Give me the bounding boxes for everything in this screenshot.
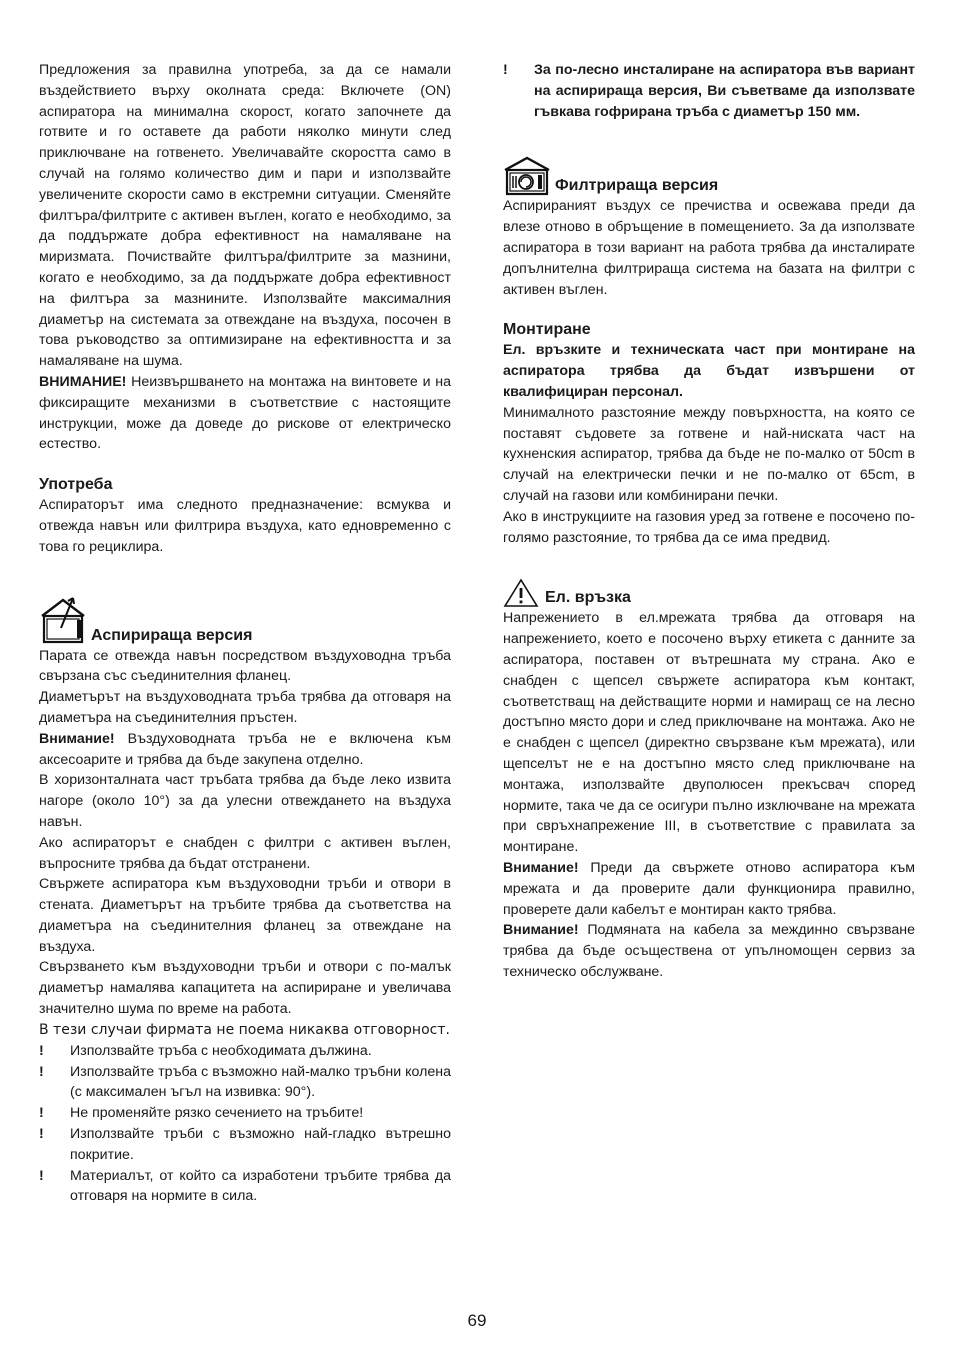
house-duct-icon xyxy=(39,592,87,646)
electrical-paragraph: Напрежението в ел.мрежата трябва да отговаря на напрежението, което е посочено върху етикета с данните за аспиратора, поставен от вътрешната му страна. Ако е снабден с щепсел свържете аспиратора към контакт, съответстващ на действащите норми и намиращ се на лесно достъпно място дори и след приключване на монтажа. Ако не е снабден с щепсел (директно свързване към мрежата), или щепселът не е на достъпно място след приключване на монтажа, използвайте двуполюсен прекъсвач според нормите, така че да се осигури пълно изключване на мрежата при свръхнапрежение III, в съответствие с правилата за монтиране. xyxy=(503,610,915,856)
usage-paragraph: Аспираторът има следното предназначение: всмуква и отвежда навън или филтрира въздуха, като едновременно с това го рециклира. xyxy=(39,497,451,555)
bullet-text: Не променяйте рязко сечението на тръбите! xyxy=(70,1105,364,1122)
warning-label: ВНИМАНИЕ! xyxy=(39,373,127,390)
bullet-mark: ! xyxy=(39,1105,44,1122)
mounting-heading: Монтиране xyxy=(503,321,591,339)
electrical-heading-row xyxy=(503,578,915,608)
aspirating-paragraph-1: Парата се отвежда навън посредством въздуховодна тръба свързана със съединителния фланец. xyxy=(39,647,451,685)
responsibility-notice: В тези случаи фирмата не поема никаква отговорност. xyxy=(39,1021,450,1038)
electrical-warning-1-label: Внимание! xyxy=(503,859,579,876)
usage-heading: Употреба xyxy=(39,476,113,494)
mounting-bold-paragraph: Ел. връзките и техническата част при монтиране на аспиратора трябва да бъдат извършени от квалифициран персонал. xyxy=(503,342,915,400)
filtering-heading-row xyxy=(503,156,915,196)
list-item xyxy=(39,1103,451,1124)
warning-text: Неизвършването на монтажа на винтовете и на фиксиращите механизми в съответствие с настоящите инструкции, може да доведе до рискове от електрическо естество. xyxy=(39,373,451,453)
electrical-warning-2-text: Подмяната на кабела за междинно свързване трябва да бъде осъществена от упълномощен сервиз за техническо обслужване. xyxy=(503,922,915,980)
mounting-paragraph-2: Ако в инструкциите на газовия уред за готвене е посочено по-голямо разстояние, то трябва да се има предвид. xyxy=(503,508,915,546)
tip-item xyxy=(503,60,915,122)
bullet-mark: ! xyxy=(39,1063,44,1080)
bullet-text: Използвайте тръба с необходимата дължина. xyxy=(70,1042,372,1059)
list-item xyxy=(39,1124,451,1166)
electrical-heading: Ел. връзка xyxy=(545,589,631,607)
warning-triangle-icon xyxy=(503,578,539,608)
aspirating-paragraph-3: В хоризонталната част тръбата трябва да бъде леко извита нагоре (около 10°) за да улесни отвеждането на въздуха навън. xyxy=(39,772,451,830)
electrical-warning-1-text: Преди да свържете отново аспиратора към мрежата и да проверите дали функционира правилно, проверете дали кабелът е монтиран както трябва. xyxy=(503,859,915,918)
aspirating-heading: Аспирираща версия xyxy=(91,626,253,644)
list-item xyxy=(39,1062,451,1104)
electrical-warning-2 xyxy=(503,920,915,982)
filtering-heading: Филтрираща версия xyxy=(555,177,719,195)
bullet-text: Материалът, от който са изработени тръбите трябва да отговаря на нормите в сила. xyxy=(70,1167,451,1205)
filtering-paragraph: Аспирираният въздух се пречиства и освежава преди да влезе отново в обръщение в помещението. За да използвате аспиратора в този вариант на работа трябва да инсталирате допълнителна филтрираща система на базата на филтри с активен въглен. xyxy=(503,198,915,298)
aspirating-paragraph-5: Свържете аспиратора към въздуховодни тръби и отвори в стената. Диаметърът на тръбите трябва да съответства на диаметъра на съединителния фланец за отвеждане на въздуха. xyxy=(39,876,451,955)
bullet-mark: ! xyxy=(39,1126,44,1143)
bullet-list xyxy=(39,1041,451,1207)
intro-paragraph: Предложения за правилна употреба, за да се намали въздействието върху околната среда: Включете (ON) аспиратора на минимална скорост, когато започнете да готвите и го оставете да работи няколко минути след приключване на готвенето. Увеличавайте скоростта само в случай на голямо количество дим и пари и използвайте увеличените скорости само в екстремни ситуации. Сменяйте филтъра/филтрите с активен въглен, когато е необходимо, за да поддържате добра ефективност на намаляване на миризмата. Почиствайте филтъра/филтрите за мазнини, когато е необходимо, за да поддържате добра ефективност на филтъра за мазнините. Използвайте максималния диаметър на системата за отвеждане на въздуха, посочен в това ръководство за оптимизиране на ефективността и за намаляване на шума. xyxy=(39,62,451,370)
house-filter-icon xyxy=(503,156,551,196)
left-column xyxy=(39,60,451,1207)
bullet-mark: ! xyxy=(39,1167,44,1184)
aspirating-warning-text: Въздуховодната тръба не е включена към аксесоарите и трябва да бъде закупена отделно. xyxy=(39,730,451,768)
aspirating-warning xyxy=(39,729,451,771)
page-number: 69 xyxy=(467,1311,487,1330)
bullet-text: Използвайте тръби с възможно най-гладко вътрешно покритие. xyxy=(70,1126,451,1163)
right-column xyxy=(503,60,915,983)
list-item xyxy=(39,1041,451,1062)
aspirating-paragraph-2: Диаметърът на въздуховодната тръба трябва да отговаря на диаметъра на съединителния пръстен. xyxy=(39,689,451,726)
aspirating-warning-label: Внимание! xyxy=(39,730,115,747)
mounting-paragraph-1: Минималното разстояние между повърхността, на която се поставят съдовете за готвене и най-ниската част на кухненския аспиратор, трябва да бъде не по-малко от 50cm в случай на електрически печки и не по-малко от 65cm, в случай на газови или комбинирани печки. xyxy=(503,404,915,504)
aspirating-paragraph-6: Свързването към въздуховодни тръби и отвори с по-малък диаметър намалява капацитета на аспириране и увеличава значително шума по време на работа. xyxy=(39,959,451,1018)
aspirating-heading-row xyxy=(39,592,451,646)
electrical-warning-1 xyxy=(503,858,915,920)
warning-paragraph xyxy=(39,372,451,455)
bullet-text: Използвайте тръба с възможно най-малко тръбни колена (с максимален ъгъл на извивка: 90°). xyxy=(70,1063,451,1101)
tip-text: За по-лесно инсталиране на аспиратора във вариант на аспирираща версия, Ви съветваме да използвате гъвкава гофрирана тръба с диаметър 150 мм. xyxy=(534,62,915,120)
aspirating-paragraph-4: Ако аспираторът е снабден с филтри с активен въглен, въпросните трябва да бъдат отстранени. xyxy=(39,834,451,872)
electrical-warning-2-label: Внимание! xyxy=(503,922,579,939)
tip-mark: ! xyxy=(503,62,508,78)
list-item xyxy=(39,1166,451,1208)
bullet-mark: ! xyxy=(39,1042,44,1059)
